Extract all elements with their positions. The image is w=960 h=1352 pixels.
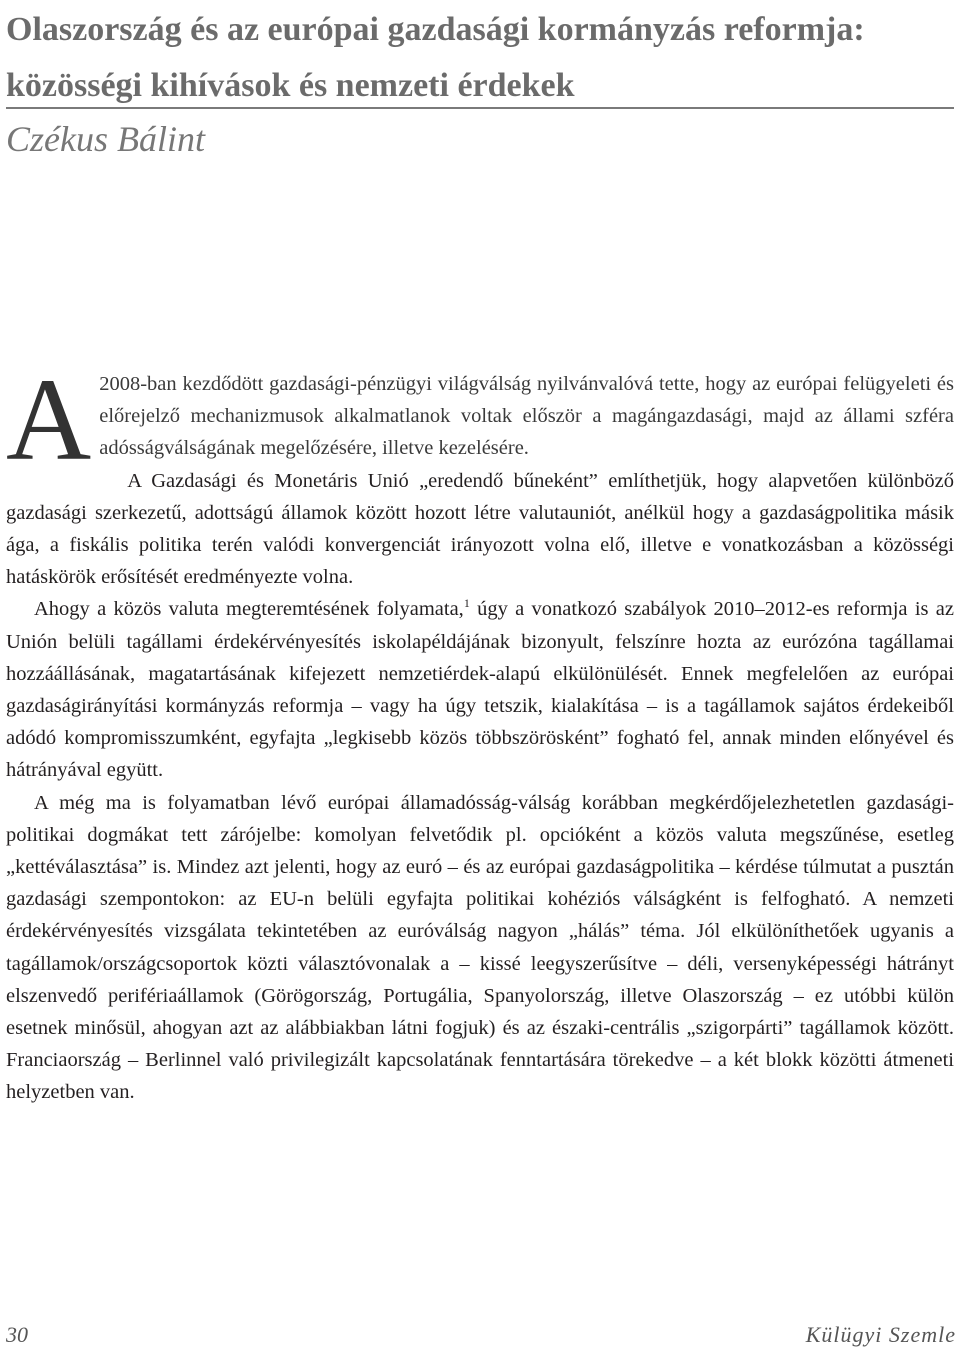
drop-cap: A <box>6 354 92 485</box>
page-number: 30 <box>6 1322 28 1347</box>
body-paragraph-3 <box>6 593 954 786</box>
article-body <box>6 354 954 1109</box>
paragraph-3-text-b: úgy a vonatkozó szabályok 2010–2012-es reformja is az Unión belüli tagállami érdekérvényesítés iskolapéldájának bizonyult, felszínre hozta az eurózóna tagállamai hozzáállásának, magatartásának kifejezett nemzetiérdek-alapú elkülönülését. Ennek megfelelően az európai gazdaságirányítási kormányzás reformja – vagy ha úgy tetszik, kialakítása – is a tagállamok sajátos érdekeiből adódó kompromisszumként, egyfajta „legkisebb közös többszörösként” fogható fel, annak minden előnyével és hátrányával együtt. <box>6 598 954 782</box>
body-paragraph-4: A még ma is folyamatban lévő európai államadósság-válság korábban megkérdőjelezhetetlen gazdasági-politikai dogmákat tett zárójelbe: komolyan felvetődik pl. opcióként a közös valuta megszűnése, esetleg „kettéválasztása” is. Mindez azt jelenti, hogy az euró – és az európai gazdaságpolitika – kérdése túlmutat a pusztán gazdasági szempontokon: az EU-n belüli egyfajta politikai kohéziós válságként is felfogható. A nemzeti érdekérvényesítés vizsgálata tekintetében az euróválság nagyon „hálás” téma. Jól elkülöníthetőek ugyanis a tagállamok/országcsoportok közti választóvonalak a – kissé leegyszerűsítve – déli, versenyképességi hátrányt elszenvedő perifériaállamok (Görögország, Portugália, Spanyolország, illetve Olaszország – ez utóbbi külön esetnek minősül, ahogyan azt az alábbiakban látni fogjuk) és az északi-centrális „szigorpárti” tagállamok között. Franciaország – Berlinnel való privilegizált kapcsolatának fenntartására törekedve – a két blokk közötti átmeneti helyzetben van. <box>6 791 954 1104</box>
paragraph-3-text-a: Ahogy a közös valuta megteremtésének folyamata, <box>34 598 464 621</box>
body-paragraph-2: A Gazdasági és Monetáris Unió „eredendő bűneként” említhetjük, hogy alapvetően különböző gazdasági szerkezetű, adottságú államok között hozott létre valutauniót, anélkül hogy a gazdaságpolitika másik ága, a fiskális politika terén valódi konvergenciát irányozott volna elő, illetve e vonatkozásban a közösségi hatáskörök erősítését eredményezte volna. <box>6 469 954 589</box>
title-divider <box>6 107 954 109</box>
article-title: Olaszország és az európai gazdasági kormányzás reformja: közösségi kihívások és nemzeti érdekek <box>6 11 865 104</box>
article-author: Czékus Bálint <box>6 119 205 159</box>
footnote-reference[interactable]: 1 <box>463 596 470 611</box>
journal-name: Külügyi Szemle <box>805 1322 956 1347</box>
intro-text: 2008-ban kezdődött gazdasági-pénzügyi világválság nyilvánvalóvá tette, hogy az európai felügyeleti és előrejelző mechanizmusok alkalmatlanok voltak először a magángazdasági, majd az állami szféra adósságválságának megelőzésére, illetve kezelésére. <box>99 373 954 460</box>
intro-paragraph <box>6 354 954 485</box>
